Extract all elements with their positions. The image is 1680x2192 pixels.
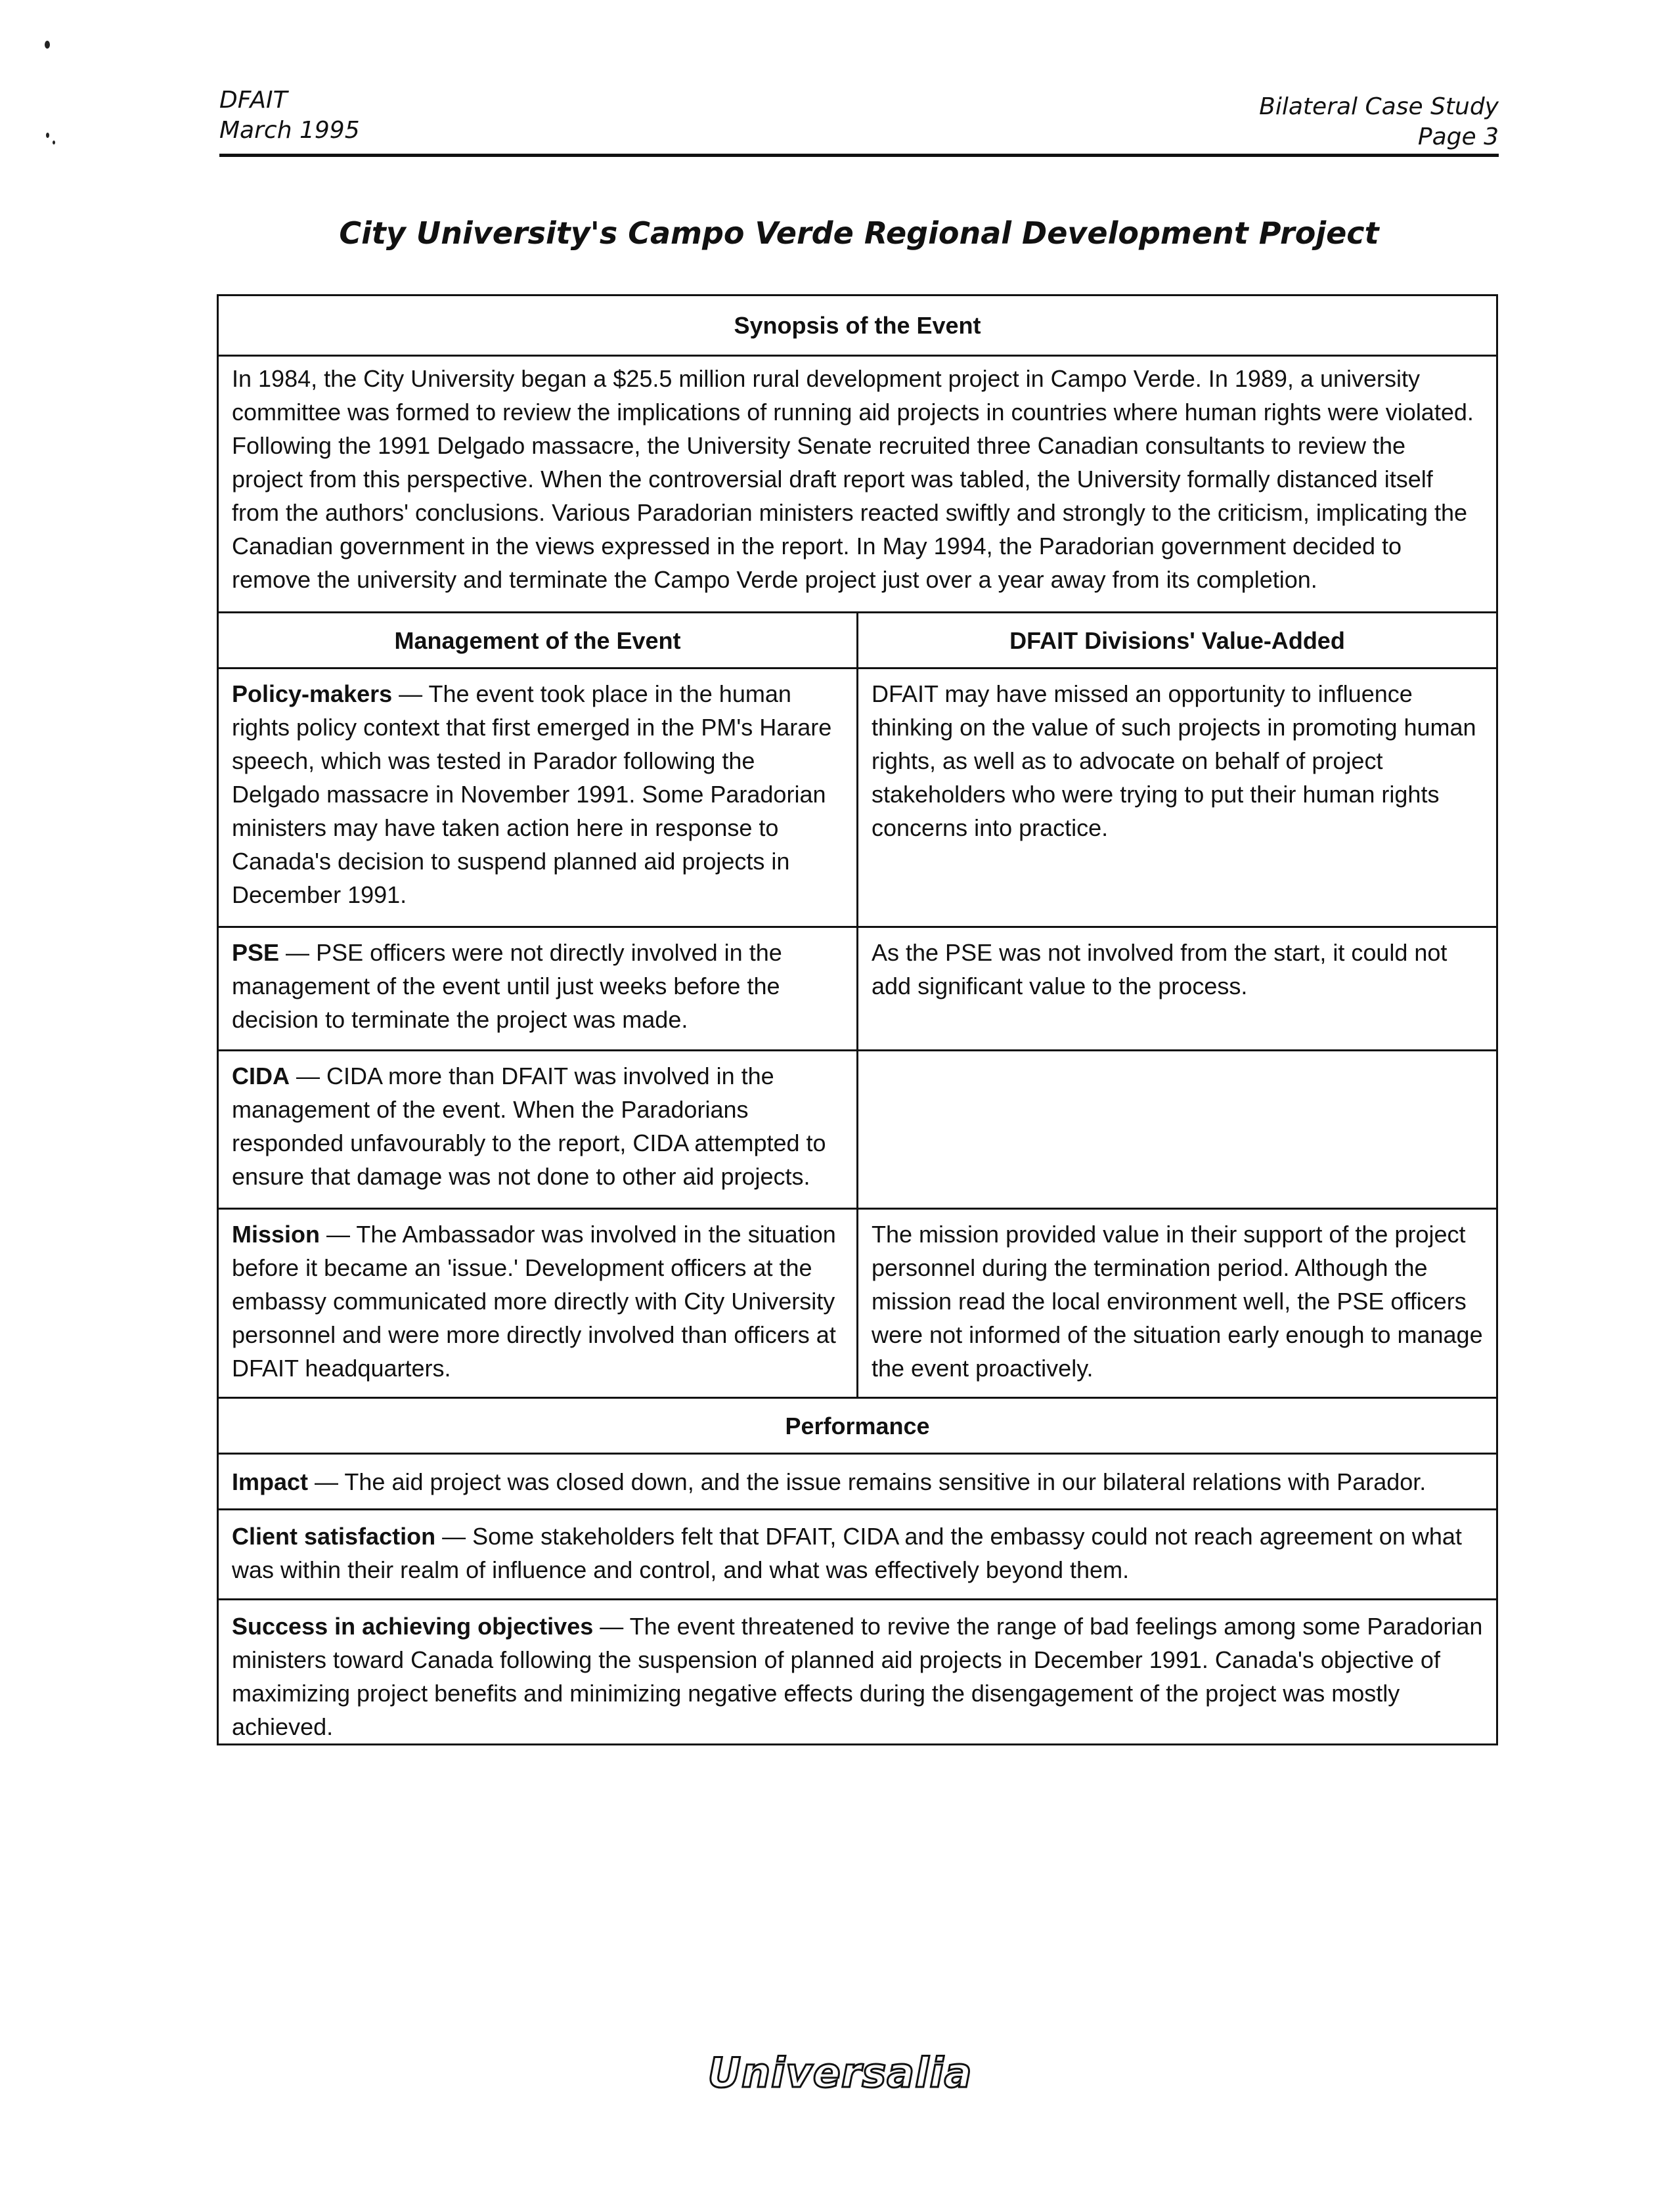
row-label: Client satisfaction (232, 1523, 436, 1550)
header-page-number: Page 3 (1417, 123, 1499, 150)
management-row (218, 1051, 1497, 1209)
performance-row (218, 1454, 1497, 1510)
synopsis-text: In 1984, the City University began a $25.5 million rural development project in Campo Verde. In 1989, a university committee was formed to review the implications of running aid projects in countries where human rights were violated. Following the 1991 Delgado massacre, the University Senate recruited three Canadian consultants to review the project from this perspective. When the controversial draft report was tabled, the University formally distanced itself from the authors' conclusions. Various Paradorian ministers reacted swiftly and strongly to the criticism, implicating the Canadian government in the views expressed in the report. In May 1994, the Paradorian government decided to remove the university and terminate the Campo Verde project just over a year away from its completion. (218, 356, 1497, 613)
performance-heading: Performance (218, 1398, 1497, 1454)
performance-cell (218, 1600, 1497, 1745)
label-separator: — (320, 1221, 357, 1248)
management-cell (218, 927, 858, 1051)
synopsis-row (218, 356, 1497, 613)
value-added-cell: DFAIT may have missed an opportunity to influence thinking on the value of such projects in promoting human rights, as well as to advocate on behalf of project stakeholders who were trying to put their human rights concerns into practice. (858, 669, 1497, 927)
performance-cell (218, 1510, 1497, 1600)
header-date: March 1995 (219, 117, 360, 144)
label-separator: — (308, 1468, 345, 1495)
scan-speck (45, 41, 50, 49)
label-separator: — (392, 680, 429, 707)
case-study-table (217, 294, 1498, 1745)
management-row (218, 1209, 1497, 1398)
management-cell (218, 1209, 858, 1398)
page-header-left (219, 85, 360, 146)
row-label: Success in achieving objectives (232, 1613, 594, 1640)
label-separator: — (435, 1523, 473, 1550)
row-label: Impact (232, 1468, 309, 1495)
document-title: City University's Campo Verde Regional Development Project (339, 215, 1379, 251)
value-added-column-header: DFAIT Divisions' Value-Added (858, 613, 1497, 669)
row-text: The event took place in the human rights policy context that first emerged in the PM's Harare speech, which was tested in Parador following the Delgado massacre in November 1991. Some Paradorian ministers may have taken action here in response to Canada's decision to suspend planned aid projects in December 1991. (232, 680, 832, 908)
label-separator: — (279, 939, 317, 966)
header-divider (219, 154, 1499, 157)
synopsis-header-row (218, 296, 1497, 356)
management-column-header: Management of the Event (218, 613, 858, 669)
value-added-cell: As the PSE was not involved from the start, it could not add significant value to the process. (858, 927, 1497, 1051)
row-text: PSE officers were not directly involved in the management of the event until just weeks before the decision to terminate the project was made. (232, 939, 782, 1033)
row-text: CIDA more than DFAIT was involved in the management of the event. When the Paradorians responded unfavourably to the report, CIDA attempted to ensure that damage was not done to other aid projects. (232, 1063, 826, 1190)
scan-speck (53, 141, 55, 144)
universalia-logo (0, 2049, 1680, 2097)
row-text: The event threatened to revive the range of bad feelings among some Paradorian ministers toward Canada following the suspension of planned aid projects in December 1991. Canada's objective of maximizing project benefits and minimizing negative effects during the disengagement of the project was mostly achieved. (232, 1613, 1483, 1740)
header-doc-type: Bilateral Case Study (1259, 93, 1499, 120)
value-added-cell (858, 1051, 1497, 1209)
row-label: PSE (232, 939, 280, 966)
performance-cell (218, 1454, 1497, 1510)
header-org: DFAIT (219, 87, 288, 114)
management-row (218, 927, 1497, 1051)
performance-header-row (218, 1398, 1497, 1454)
performance-row (218, 1600, 1497, 1745)
row-label: CIDA (232, 1063, 290, 1089)
synopsis-heading: Synopsis of the Event (218, 296, 1497, 356)
performance-row (218, 1510, 1497, 1600)
management-cell (218, 1051, 858, 1209)
management-cell (218, 669, 858, 927)
scan-speck (46, 133, 49, 138)
row-text: The Ambassador was involved in the situation before it became an 'issue.' Development officers at the embassy communicated more directly with City University personnel and were more directly involved than officers at DFAIT headquarters. (232, 1221, 836, 1382)
label-separator: — (593, 1613, 630, 1640)
label-separator: — (290, 1063, 327, 1089)
row-label: Mission (232, 1221, 321, 1248)
row-label: Policy-makers (232, 680, 393, 707)
management-header-row (218, 613, 1497, 669)
management-row (218, 669, 1497, 927)
page-header-right (1259, 92, 1499, 152)
row-text: The aid project was closed down, and the issue remains sensitive in our bilateral relations with Parador. (344, 1468, 1426, 1495)
logo-wordmark: Universalia (707, 2049, 973, 2097)
row-text: Some stakeholders felt that DFAIT, CIDA and the embassy could not reach agreement on what was within their realm of influence and control, and what was effectively beyond them. (232, 1523, 1462, 1583)
value-added-cell: The mission provided value in their support of the project personnel during the termination period. Although the mission read the local environment well, the PSE officers were not informed of the situation early enough to manage the event proactively. (858, 1209, 1497, 1398)
